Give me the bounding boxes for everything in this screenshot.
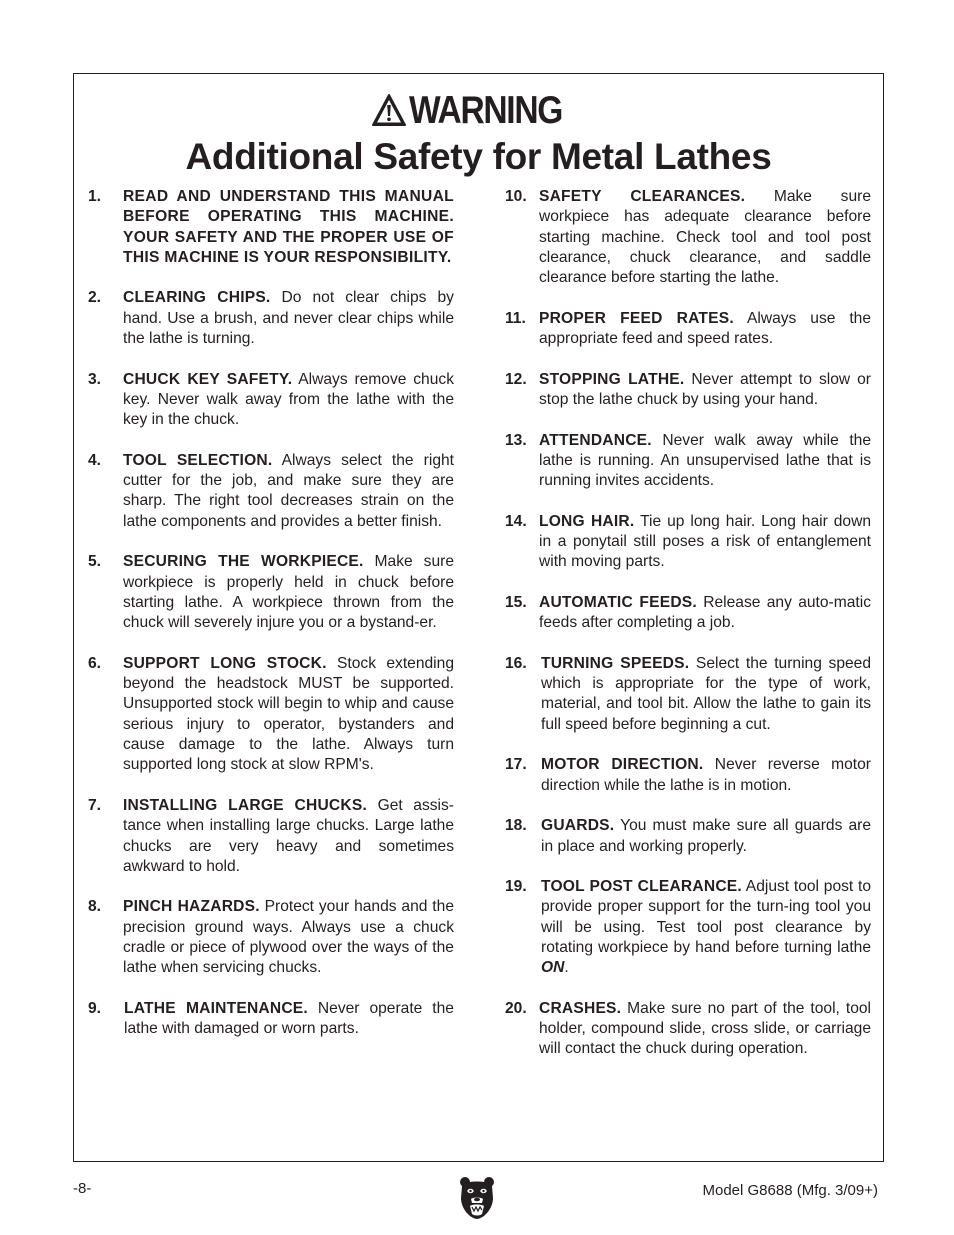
item-number: 12. bbox=[505, 370, 527, 388]
item-number: 13. bbox=[505, 431, 527, 449]
item-number: 17. bbox=[505, 756, 527, 774]
item-body bbox=[123, 552, 454, 633]
item-number: 8. bbox=[88, 898, 102, 916]
item-body bbox=[123, 288, 454, 349]
item-number: 10. bbox=[505, 188, 527, 205]
bear-head-logo bbox=[458, 1176, 496, 1220]
item-text: Stock extending beyond the headstock MUST be supported. Unsupported stock will begin to whip and cause serious injury to operator, bystanders and cause damage to the lathe. Always turn supported long stock at slow RPM's. bbox=[123, 654, 454, 774]
page-number: -8- bbox=[73, 1180, 92, 1197]
item-text: You must make sure all guards are in place and working properly. bbox=[541, 817, 871, 855]
item-heading: LONG HAIR. bbox=[539, 512, 635, 530]
list-item bbox=[505, 593, 871, 634]
item-body bbox=[539, 309, 871, 350]
item-text: Adjust tool post to provide proper support for the turn-ing tool you will be using. Test tool post clearance by rotating workpiece by hand before turning lathe bbox=[541, 878, 871, 956]
list-item bbox=[88, 288, 454, 349]
item-body bbox=[539, 431, 871, 492]
left-column bbox=[88, 187, 454, 1060]
item-heading: INSTALLING LARGE CHUCKS. bbox=[123, 796, 367, 814]
item-text: Never attempt to slow or stop the lathe chuck by using your hand. bbox=[539, 370, 871, 408]
item-heading: PINCH HAZARDS. bbox=[123, 898, 260, 916]
item-number: 14. bbox=[505, 512, 527, 530]
item-number: 7. bbox=[88, 796, 102, 814]
item-text: Never reverse motor direction while the lathe is in motion. bbox=[541, 756, 872, 794]
list-item bbox=[505, 187, 871, 288]
item-text: Release any auto-matic feeds after completing a job. bbox=[539, 593, 871, 632]
item-number: 11. bbox=[505, 309, 526, 327]
item-body bbox=[541, 816, 871, 857]
list-item bbox=[88, 897, 454, 978]
item-heading: SECURING THE WORKPIECE. bbox=[123, 553, 364, 571]
item-number: 19. bbox=[505, 878, 527, 896]
item-number: 4. bbox=[88, 451, 102, 469]
list-item bbox=[88, 370, 454, 431]
list-item bbox=[88, 187, 454, 268]
item-number: 1. bbox=[88, 188, 102, 205]
item-text: Do not clear chips by hand. Use a brush, and never clear chips while the lathe is turning. bbox=[123, 289, 454, 348]
item-body bbox=[123, 897, 454, 978]
list-item bbox=[505, 755, 871, 796]
warning-word: WARNING bbox=[408, 88, 562, 132]
item-body bbox=[539, 593, 871, 634]
item-heading: CLEARING CHIPS. bbox=[123, 289, 271, 307]
list-item bbox=[88, 796, 454, 877]
list-item bbox=[505, 370, 871, 411]
item-heading: SUPPORT LONG STOCK. bbox=[123, 654, 327, 672]
item-text: Always remove chuck key. Never walk away from the lathe with the key in the chuck. bbox=[123, 370, 454, 429]
item-emphasis: ON bbox=[541, 959, 565, 977]
item-text: Get assis-tance when installing large chucks. Large lathe chucks are very heavy and sometimes awkward to hold. bbox=[123, 796, 454, 875]
item-number: 18. bbox=[505, 817, 527, 835]
item-body bbox=[539, 370, 871, 411]
item-heading: STOPPING LATHE. bbox=[539, 370, 685, 388]
item-body bbox=[539, 512, 871, 573]
list-item bbox=[88, 654, 454, 776]
right-column bbox=[505, 187, 871, 1080]
item-heading: TURNING SPEEDS. bbox=[541, 654, 690, 672]
item-text: Always select the right cutter for the job, and make sure they are sharp. The right tool decreases strain on the lathe components and provides a better finish. bbox=[123, 451, 454, 530]
item-heading: SAFETY CLEARANCES. bbox=[539, 188, 746, 205]
list-item bbox=[505, 999, 871, 1060]
item-body bbox=[123, 451, 454, 532]
item-text: Make sure workpiece has adequate clearance before starting machine. Check tool and tool post clearance, chuck clearance, and saddle clearance before starting the lathe. bbox=[539, 188, 871, 287]
item-text: Make sure no part of the tool, tool holder, compound slide, cross slide, or carriage will contact the chuck during operation. bbox=[539, 999, 871, 1058]
list-item bbox=[505, 816, 871, 857]
item-body bbox=[541, 755, 871, 796]
item-heading: CHUCK KEY SAFETY. bbox=[123, 370, 293, 388]
warning-triangle-icon bbox=[371, 93, 407, 127]
item-heading: TOOL POST CLEARANCE. bbox=[541, 878, 742, 896]
item-number: 16. bbox=[505, 654, 527, 672]
list-item bbox=[88, 552, 454, 633]
item-heading: PROPER FEED RATES. bbox=[539, 309, 734, 327]
item-body bbox=[123, 370, 454, 431]
list-item bbox=[505, 512, 871, 573]
item-number: 9. bbox=[88, 999, 102, 1017]
item-body bbox=[541, 877, 871, 978]
item-number: 20. bbox=[505, 999, 527, 1017]
list-item bbox=[505, 309, 871, 350]
item-number: 15. bbox=[505, 593, 527, 611]
model-label: Model G8688 (Mfg. 3/09+) bbox=[702, 1182, 878, 1199]
item-heading: TOOL SELECTION. bbox=[123, 451, 273, 469]
list-item bbox=[505, 877, 871, 978]
item-number: 3. bbox=[88, 370, 102, 388]
item-heading: CRASHES. bbox=[539, 999, 622, 1017]
item-body bbox=[541, 654, 871, 735]
item-text: Never walk away while the lathe is running. An unsupervised lathe that is running invites accidents. bbox=[539, 431, 871, 490]
item-text: Never operate the lathe with damaged or worn parts. bbox=[124, 999, 454, 1038]
item-number: 5. bbox=[88, 553, 102, 571]
item-text: READ AND UNDERSTAND THIS MANUAL BEFORE OPERATING THIS MACHINE. YOUR SAFETY AND THE PROPER USE OF THIS MACHINE IS YOUR RESPONSIBILITY. bbox=[123, 188, 454, 266]
item-heading: AUTOMATIC FEEDS. bbox=[539, 593, 697, 611]
item-body bbox=[124, 999, 454, 1040]
item-heading: MOTOR DIRECTION. bbox=[541, 756, 704, 774]
page-title: Additional Safety for Metal Lathes bbox=[185, 136, 772, 177]
item-text: Make sure workpiece is properly held in chuck before starting lathe. A workpiece thrown from the chuck will severely injure you or a bystand-er. bbox=[123, 553, 454, 632]
list-item bbox=[505, 431, 871, 492]
item-body bbox=[123, 654, 454, 776]
item-heading: ATTENDANCE. bbox=[539, 431, 652, 449]
list-item bbox=[88, 451, 454, 532]
item-text: Select the turning speed which is appropriate for the type of work, material, and tool bit. Allow the lathe to gain its full speed before beginning a cut. bbox=[541, 654, 872, 733]
warning-line bbox=[74, 88, 883, 132]
item-heading: GUARDS. bbox=[541, 817, 615, 835]
list-item bbox=[88, 999, 454, 1040]
item-text: Protect your hands and the precision ground ways. Always use a chuck cradle or piece of plywood over the ways of the lathe when servicing chucks. bbox=[123, 898, 454, 977]
item-number: 2. bbox=[88, 289, 102, 307]
item-text: Always use the appropriate feed and speed rates. bbox=[539, 309, 871, 348]
item-body bbox=[123, 796, 454, 877]
item-text: Tie up long hair. Long hair down in a ponytail still poses a risk of entanglement with moving parts. bbox=[539, 512, 872, 571]
warning-box bbox=[73, 73, 884, 1162]
title-block bbox=[74, 88, 883, 175]
item-body bbox=[539, 999, 871, 1060]
list-item bbox=[505, 654, 871, 735]
item-number: 6. bbox=[88, 654, 102, 672]
item-tail: . bbox=[564, 959, 569, 977]
item-body bbox=[539, 187, 871, 288]
item-heading: LATHE MAINTENANCE. bbox=[124, 999, 308, 1017]
